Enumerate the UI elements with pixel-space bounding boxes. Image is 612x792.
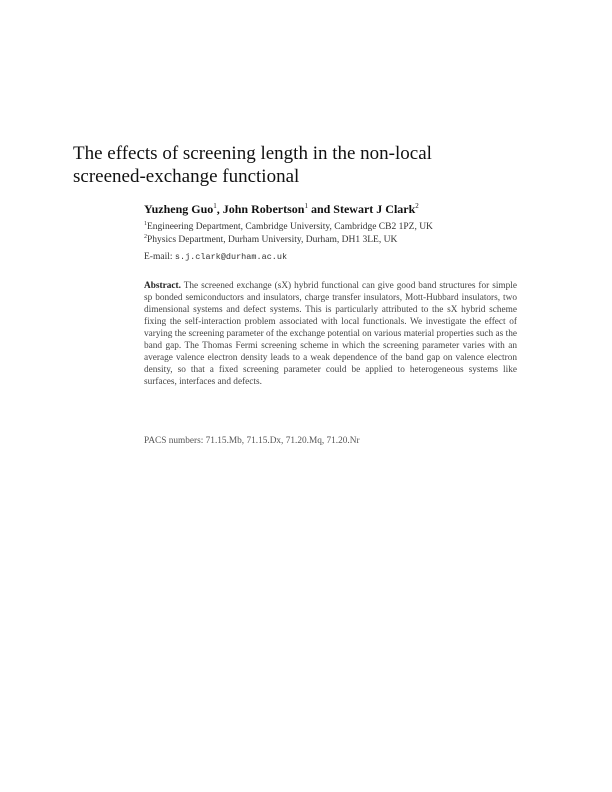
affiliation-mark: 2 <box>144 234 147 240</box>
paper-title <box>73 142 543 188</box>
abstract <box>144 280 517 388</box>
author-affil-mark: 1 <box>304 202 308 210</box>
affiliation-mark: 1 <box>144 221 147 227</box>
author-affil-mark: 1 <box>213 202 217 210</box>
author-affil-mark: 2 <box>415 202 419 210</box>
affiliation-text: Physics Department, Durham University, Durham, DH1 3LE, UK <box>147 235 398 245</box>
author-separator: , <box>216 202 223 216</box>
title-line-1: The effects of screening length in the non-local <box>73 143 432 164</box>
author-name: John Robertson <box>222 202 305 216</box>
affiliation-text: Engineering Department, Cambridge University, Cambridge CB2 1PZ, UK <box>147 222 433 232</box>
contact-email <box>144 252 287 262</box>
abstract-label: Abstract. <box>144 281 181 291</box>
author-name: Yuzheng Guo <box>144 202 214 216</box>
title-line-2: screened-exchange functional <box>73 166 300 187</box>
abstract-text: The screened exchange (sX) hybrid functional can give good band structures for simple sp bonded semiconductors and insulators, charge transfer insulators, Mott-Hubbard insulators, two dimensional systems and defect systems. This is particularly attributed to the sX hybrid scheme fixing the self-interaction problem associated with local functionals. We investigate the effect of varying the screening parameter of the exchange potential on various material properties such as the band gap. The Thomas Fermi screening scheme in which the screening parameter varies with an average valence electron density leads to a weak dependence of the band gap on valence electron density, so that a fixed screening parameter could be applied to heterogeneous systems like surfaces, interfaces and defects. <box>144 281 517 387</box>
pacs-numbers: PACS numbers: 71.15.Mb, 71.15.Dx, 71.20.Mq, 71.20.Nr <box>144 436 360 446</box>
author-separator: and <box>307 202 334 216</box>
email-label: E-mail: <box>144 252 175 262</box>
author-name: Stewart J Clark <box>333 202 416 216</box>
affiliation <box>144 221 433 232</box>
author-list <box>144 202 419 217</box>
affiliation <box>144 234 397 245</box>
email-address[interactable]: s.j.clark@durham.ac.uk <box>174 252 288 262</box>
